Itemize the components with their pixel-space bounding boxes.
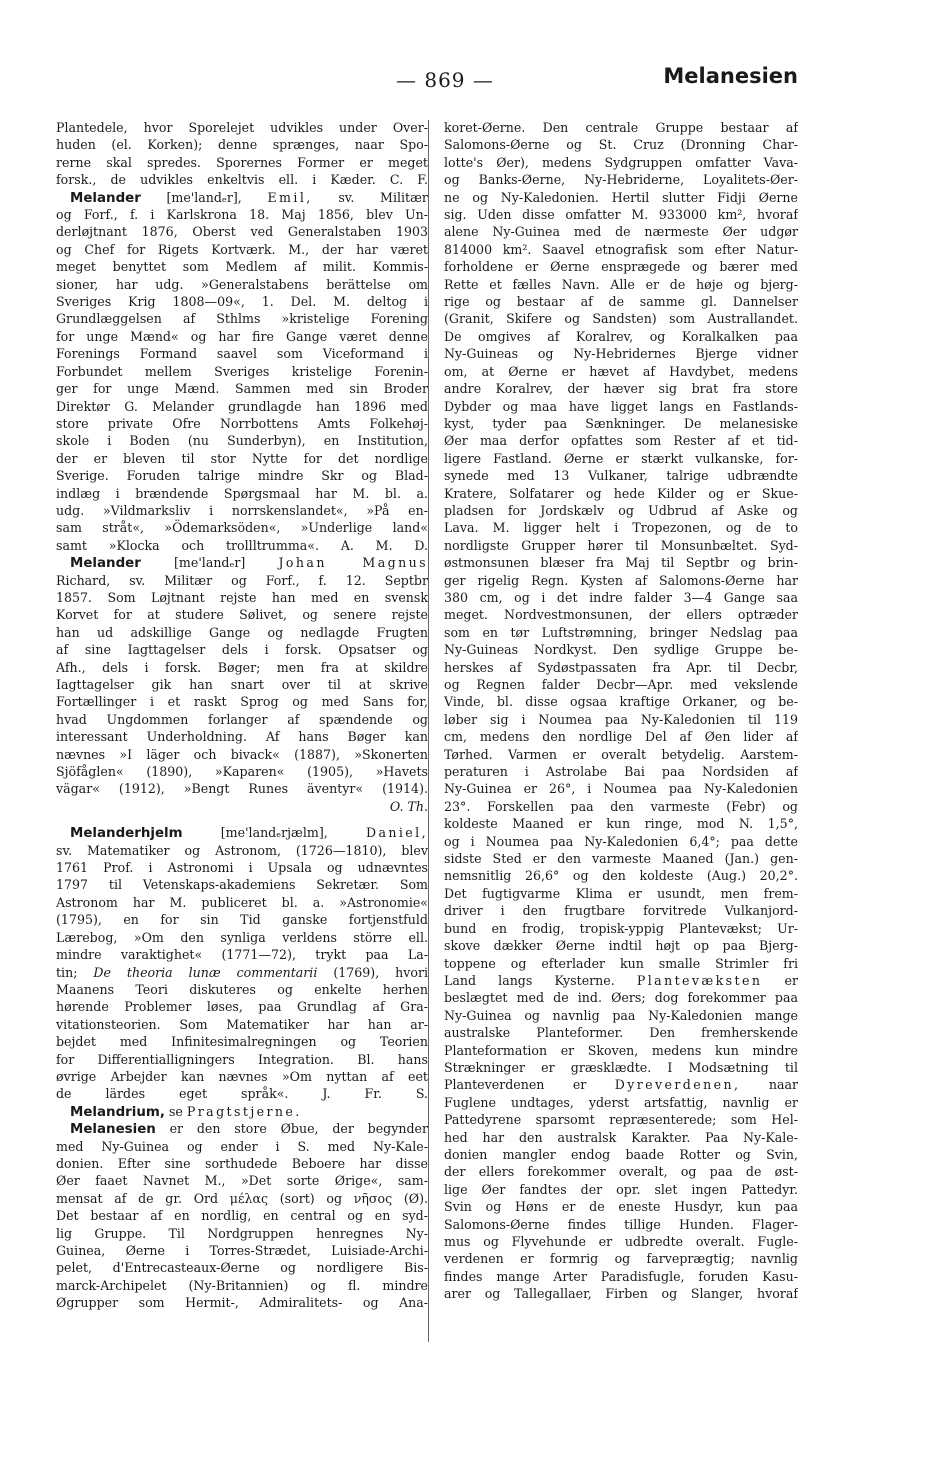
text-fragment: Land langs Kysterne.	[444, 972, 615, 988]
text-line: Korvet for at studere Sølivet, og senere rejste	[56, 607, 428, 623]
text-line: Det fugtigvarme Klima er usundt, men frem-	[444, 885, 798, 901]
text-line: om, at Øerne er hævet af Havdybet, medens	[444, 363, 798, 379]
text-line: forsk., de udvikles enkeltvis ell. i Kæder. C. F.	[56, 172, 428, 188]
headword: Melanesien	[70, 1122, 156, 1138]
text-line: Ny-Guinea er 26°, i Noumea paa Ny-Kaledonien	[444, 781, 798, 797]
text-line: Afh., dels i forsk. Bøger; men fra at skildre	[56, 659, 428, 675]
text-line: meget benyttet som Medlem af milit. Kommis-	[56, 259, 428, 275]
text-line: 1857. Som Løjtnant rejste han med en svensk	[56, 589, 428, 605]
text-line: interessant Underholdning. Af hans Bøger kan	[56, 729, 428, 745]
text-line: Guinea, Øerne i Torres-Strædet, Luisiade-Archi-	[56, 1243, 428, 1258]
text-line: synede med 13 Vulkaner, talrige udbrændte	[444, 468, 798, 484]
text-line: 814000 km². Saavel etnografisk som efter Natur-	[444, 241, 798, 257]
text-line: lige Øer fandtes der opr. slet ingen Pattedyr.	[444, 1181, 798, 1197]
text-line: koldeste Maaned er kun ringe, mod N. 1,5°,	[444, 816, 798, 832]
text-line: hed har den australsk Karakter. Paa Ny-Kale-	[444, 1129, 798, 1145]
text-line: Forbundet mellem Sveriges kristelige Forenin-	[56, 363, 428, 379]
entry-gap	[56, 815, 428, 824]
text-line	[56, 964, 428, 981]
text-line: Sveriges Krig 1808—09«, 1. Del. M. deltog i	[56, 294, 428, 310]
text-line: skole i Boden (nu Sunderbyn), en Institution,	[56, 433, 428, 449]
text-line: peraturen i Astrolabe Bai paa Nordsiden af	[444, 764, 798, 780]
text-line: (Granit, Skifere og Sandsten) som Australlandet.	[444, 311, 798, 327]
text-fragment: (1769), hvori	[333, 964, 428, 980]
text-line: toppene og efterlader kun smalle Strimler fri	[444, 955, 798, 971]
text-line: huden (el. Korken); denne sprænges, naar Spo-	[56, 137, 428, 153]
entry-melanderhjelm	[56, 824, 428, 841]
italic-title: De theoria lunæ commentarii	[93, 964, 318, 980]
text-line: pelet, d'Entrecasteaux-Øerne og nordligere Bis-	[56, 1260, 428, 1276]
text-line: og Forf., f. i Karlskrona 18. Maj 1856, blev Un-	[56, 207, 428, 223]
text-line: Ny-Guineas og Ny-Hebridernes Bjerge vidner	[444, 346, 798, 362]
text-line: alene Ny-Guinea med de nærmeste Øer udgør	[444, 224, 798, 240]
pronunciation: [me'landₑrjælm],	[220, 825, 328, 841]
text-line: for Differentialligningers Integration. Bl. hans	[56, 1051, 428, 1067]
text-line: for unge Mænd« og har fire Gange været denne	[56, 328, 428, 344]
text-line: bund en frodig, tropisk-yppig Plantevækst; Ur-	[444, 920, 798, 936]
text-line: driver i den frugtbare forvitrede Vulkanjord-	[444, 903, 798, 919]
headword: Melander	[70, 190, 141, 206]
text-line: Maanens Teori diskuteres og enkelte herhen	[56, 981, 428, 997]
text-line: 1797 til Vetenskaps-akademiens Sekretær. Som	[56, 877, 428, 893]
text-line: store private Ofre Norrbottens Amts Folkehøj-	[56, 415, 428, 431]
text-line: nævnes »I läger och bivack« (1887), »Skonerten	[56, 746, 428, 762]
text-line: Salomons-Øerne og St. Cruz (Dronning Char-	[444, 137, 798, 153]
text-line: derløjtnant 1876, Oberst ved Generalstaben 1903	[56, 224, 428, 240]
text-line: østmonsunen blæser fra Maj til Septbr og brin-	[444, 555, 798, 571]
text-line: Lava. M. ligger helt i Tropezonen, og de to	[444, 520, 798, 536]
text-line: lotte's Øer), medens Sydgruppen omfatter Vava-	[444, 154, 798, 170]
headword: Melander	[70, 556, 141, 572]
text-line: herskes af Sydøstpassaten fra Apr. til Decbr,	[444, 659, 798, 675]
text-line: Planteformation er Skoven, medens kun mindre	[444, 1042, 798, 1058]
column-divider	[428, 120, 429, 1342]
text-line: vägar« (1912), »Bengt Runes äventyr« (1914).	[56, 781, 428, 797]
see-label: se	[168, 1103, 183, 1119]
headword: Melanderhjelm	[70, 826, 183, 842]
text-line: Dybder og maa have ligget langs en Fastlands-	[444, 398, 798, 414]
text-line: marck-Archipelet (Ny-Britannien) og fl. mindre	[56, 1277, 428, 1293]
text-line: ne og Ny-Kaledonien. Hertil slutter Fidji Øerne	[444, 189, 798, 205]
text-line: Vinde, bl. disse ogsaa kraftige Orkaner, og be-	[444, 694, 798, 710]
text-line: meget. Nordvestmonsunen, der ellers optræder	[444, 607, 798, 623]
text-line: donien. Efter sine sorthudede Beboere har disse	[56, 1155, 428, 1171]
text-line: forholdene er Øerne ensprægede og bærer med	[444, 259, 798, 275]
text-line: han ud adskillige Gange og nedlagde Frugten	[56, 624, 428, 640]
text-line: løber sig i Noumea paa Ny-Kaledonien til 119	[444, 711, 798, 727]
text-line: de lärdes eget språk«. J. Fr. S.	[56, 1086, 428, 1102]
text-line: arer og Tallegallaer, Firben og Slanger, hvoraf	[444, 1286, 798, 1302]
page-header	[56, 62, 798, 96]
text-line: er den store Øbue, der begynder	[169, 1121, 428, 1137]
text-line: der ellers forekommer overalt, og paa de øst-	[444, 1164, 798, 1180]
text-line: Øgrupper som Hermit-, Admiralitets- og Ana-	[56, 1295, 428, 1311]
text-line: og Banks-Øerne, Ny-Hebriderne, Loyalitets-Øer-	[444, 172, 798, 188]
entry-melander-emil	[56, 189, 428, 206]
first-name: Emil,	[267, 189, 313, 205]
text-line: australske Planteformer. Den fremherskende	[444, 1025, 798, 1041]
first-name: Daniel,	[365, 825, 428, 841]
text-line: Fuglene undtages, yderst artsfattig, navnlig er	[444, 1094, 798, 1110]
page-number: — 869 —	[396, 68, 494, 92]
pronunciation: [me'landₑr]	[174, 555, 246, 571]
text-line: pladsen for Jordskælv og Udbrud af Aske og	[444, 502, 798, 518]
text-fragment: er	[784, 972, 798, 988]
text-line	[444, 972, 798, 989]
text-line: skove dækker Øerne indtil højt op paa Bjerg-	[444, 938, 798, 954]
text-line: hvad Ungdommen forlanger af spændende og	[56, 711, 428, 727]
text-line: og Chef for Rigets Kortværk. M., der har været	[56, 241, 428, 257]
text-line: udg. »Vildmarksliv i norrskenslandet«, »På en-	[56, 502, 428, 518]
text-line: Grundlæggelsen af Sthlms »kristelige Forening	[56, 311, 428, 327]
text-line: Pattedyrene sparsomt repræsenterede; som Hel-	[444, 1112, 798, 1128]
entry-melander-johan	[56, 554, 428, 571]
text-line: som en tør Luftstrømning, bringer Nedslag paa	[444, 624, 798, 640]
text-line: ligere Fastland. Øerne er stærkt vulkanske, for-	[444, 450, 798, 466]
text-line: bejdet med Infinitesimalregningen og Teorien	[56, 1034, 428, 1050]
text-line: verdenen er formrig og farveprægtig; navnlig	[444, 1251, 798, 1267]
text-line: og i Noumea paa Ny-Kaledonien 6,4°; paa dette	[444, 833, 798, 849]
text-line: indlæg i brændende Spørgsmaal har M. bl. a.	[56, 485, 428, 501]
text-line: vitationsteorien. Som Matematiker har han ar-	[56, 1016, 428, 1032]
text-line: andre Koralrev, der hæver sig brat fra store	[444, 381, 798, 397]
text-line: beslægtet med de ind. Øers; dog forekommer paa	[444, 990, 798, 1006]
left-column	[56, 119, 428, 1349]
text-line: koret-Øerne. Den centrale Gruppe bestaar af	[444, 120, 798, 135]
text-fragment: tin;	[56, 964, 78, 980]
text-line: Richard, sv. Militær og Forf., f. 12. Septbr	[56, 572, 428, 588]
text-line: sioner, har udg. »Generalstabens berättelse om	[56, 276, 428, 292]
text-line: Kratere, Solfatarer og hede Kilder og er Skue-	[444, 485, 798, 501]
signature: O. Th.	[389, 798, 428, 814]
text-line: findes mange Arter Paradisfugle, foruden Kasu-	[444, 1268, 798, 1284]
text-line: mus og Flyvehunde er udbredte overalt. Fugle-	[444, 1234, 798, 1249]
text-line: Astronom har M. publiceret bl. a. »Astronomie«	[56, 894, 428, 910]
first-name: Johan Magnus	[278, 555, 428, 571]
text-line: øvrige Arbejder kan nævnes »Om nyttan af eet	[56, 1068, 428, 1084]
text-line: rerne skal spredes. Sporernes Former er meget	[56, 154, 428, 170]
text-line: kyst, tyder paa Sænkninger. De melanesiske	[444, 415, 798, 431]
entry-melanesien	[56, 1120, 428, 1137]
text-line: Salomons-Øerne findes tillige Hunden. Flager-	[444, 1216, 798, 1232]
text-line: 380 cm, og i det indre falder 3—4 Gange saa	[444, 589, 798, 605]
text-line: (1795), en for sin Tid ganske fortjenstfuld	[56, 912, 428, 928]
spaced-term: Plantevæksten	[636, 972, 763, 988]
text-line: Ny-Guinea og navnlig paa Ny-Kaledonien mange	[444, 1007, 798, 1023]
text-line: ger rigelig Regn. Kysten af Salomons-Øerne har	[444, 572, 798, 588]
text-line: Det bestaar af en nordlig, en central og en syd-	[56, 1208, 428, 1224]
headword: Melandrium,	[70, 1104, 165, 1120]
text-line: Forenings Formand saavel som Viceformand i	[56, 346, 428, 362]
entry-melandrium	[56, 1103, 428, 1120]
text-line: Sjöfåglen« (1890), »Kaparen« (1905), »Havets	[56, 764, 428, 780]
text-line: og Regnen falder Decbr—Apr. med vekslende	[444, 677, 798, 692]
text-line: mensat af de gr. Ord μέλας (sort) og νῆσος (Ø).	[56, 1190, 428, 1206]
text-line: donien mangler endog baade Rotter og Svin,	[444, 1146, 798, 1162]
text-line: Direktør G. Melander grundlagde han 1896 med	[56, 398, 428, 414]
text-line: De omgives af Koralrev, og Koralkalken paa	[444, 328, 798, 344]
text-fragment: naar	[768, 1077, 798, 1093]
text-line: med Ny-Guinea og ender i S. med Ny-Kale-	[56, 1138, 428, 1154]
text-line: 1761 Prof. i Astronomi i Upsala og udnævntes	[56, 860, 428, 876]
text-line: cm, medens den nordlige Del af Øen lider af	[444, 729, 798, 745]
pronunciation: [me'landₑr],	[166, 189, 242, 205]
text-line: ger for unge Mænd. Sammen med sin Broder	[56, 381, 428, 397]
text-fragment: Planteverdenen er	[444, 1077, 587, 1093]
text-line: sig. Uden disse omfatter M. 933000 km², hvoraf	[444, 207, 798, 223]
text-line: af sine Iagttagelser dels i forsk. Opsatser og	[56, 642, 428, 658]
text-line: Lærebog, »Om den synliga verldens större ell.	[56, 929, 428, 945]
text-line: Iagttagelser gik han snart over til at skrive	[56, 677, 428, 692]
text-line: rige og bestaar af de samme gl. Dannelser	[444, 294, 798, 310]
running-head: Melanesien	[663, 64, 798, 88]
text-line: nemsnitlig 26,6° og den koldeste (Aug.) 20,2°.	[444, 868, 798, 884]
text-line: hørende Problemer løses, paa Grundlag af Gra-	[56, 999, 428, 1015]
text-line: der er bleven til stor Nytte for det nordlige	[56, 450, 428, 466]
text-line: sv. Matematiker og Astronom, (1726—1810), blev	[56, 842, 428, 858]
text-line: Strækninger er græsklædte. I Modsætning til	[444, 1059, 798, 1075]
right-column	[444, 119, 798, 1349]
text-line: Øer maa derfor opfattes som Rester af et tid-	[444, 433, 798, 449]
text-line: sidste Sted er den varmeste Maaned (Jan.) gen-	[444, 851, 798, 867]
cross-reference: Pragtstjerne.	[186, 1103, 302, 1119]
spaced-term: Dyreverdenen,	[614, 1077, 741, 1093]
text-line: samt »Klocka och trollltrumma«. A. M. D.	[56, 537, 428, 553]
text-line: Øer faaet Navnet M., »Det sorte Ørige«, sam-	[56, 1173, 428, 1189]
text-line	[444, 1076, 798, 1093]
text-line: Rette et fælles Navn. Alle er de høje og bjerg-	[444, 276, 798, 292]
text-line: Sverige. Foruden talrige mindre Skr og Blad-	[56, 468, 428, 484]
text-line: Ny-Guineas Nordkyst. Den sydlige Gruppe be-	[444, 642, 798, 658]
text-line: Tørhed. Varmen er overalt betydelig. Aarstem-	[444, 746, 798, 762]
text-line: Plantedele, hvor Sporelejet udvikles under Over-	[56, 120, 428, 135]
text-line: nordligste Grupper hører til Monsunbæltet. Syd-	[444, 537, 798, 553]
text-line: sv. Militær	[338, 189, 428, 205]
text-line: 23°. Forskellen paa den varmeste (Febr) og	[444, 798, 798, 814]
text-line: mindre varaktighet« (1771—72), trykt paa La-	[56, 947, 428, 963]
text-line: sam stråt«, »Ödemarksöden«, »Underlige land«	[56, 520, 428, 536]
text-line: Fortællinger i et raskt Sprog og med Sans for,	[56, 694, 428, 710]
text-line: Svin og Høns er de eneste Husdyr, kun paa	[444, 1199, 798, 1215]
text-line: lig Gruppe. Til Nordgruppen henregnes Ny-	[56, 1225, 428, 1241]
